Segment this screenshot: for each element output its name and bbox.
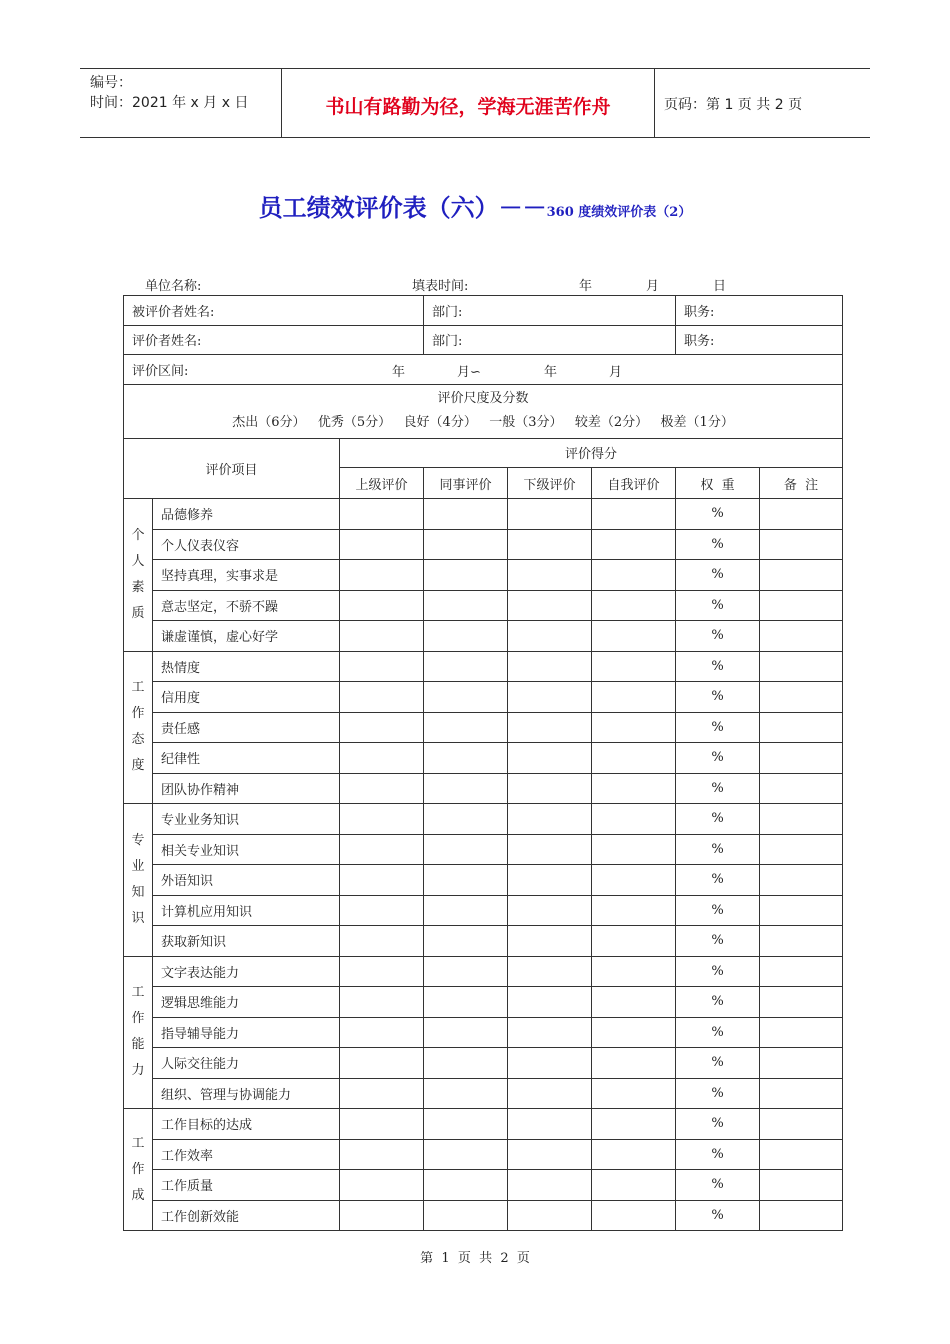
evaluator-dept-field[interactable]: 部门: xyxy=(424,325,676,355)
weight-cell[interactable]: % xyxy=(676,1017,760,1048)
weight-cell[interactable]: % xyxy=(676,499,760,530)
self-score-cell[interactable] xyxy=(592,499,676,530)
self-score-cell[interactable] xyxy=(592,590,676,621)
item-name: 工作质量 xyxy=(153,1170,340,1201)
item-name: 热情度 xyxy=(153,651,340,682)
subordinate-score-cell[interactable] xyxy=(508,712,592,743)
item-name: 意志坚定，不骄不躁 xyxy=(153,590,340,621)
weight-cell[interactable]: % xyxy=(676,865,760,896)
header-divider xyxy=(654,69,655,137)
table-row xyxy=(124,651,843,682)
subordinate-score-cell[interactable] xyxy=(508,865,592,896)
self-score-cell[interactable] xyxy=(592,895,676,926)
header-motto: 书山有路勤为径，学海无涯苦作舟 xyxy=(325,96,611,118)
superior-score-cell[interactable] xyxy=(340,1200,424,1231)
superior-score-cell[interactable] xyxy=(340,743,424,774)
table-row xyxy=(124,956,843,987)
self-score-cell[interactable] xyxy=(592,1200,676,1231)
superior-score-cell[interactable] xyxy=(340,1109,424,1140)
table-row xyxy=(124,865,843,896)
subordinate-score-cell[interactable] xyxy=(508,1078,592,1109)
self-score-cell[interactable] xyxy=(592,804,676,835)
peer-score-cell[interactable] xyxy=(424,773,508,804)
subordinate-score-cell[interactable] xyxy=(508,529,592,560)
unit-name-label: 单位名称: xyxy=(145,279,202,294)
remark-cell[interactable] xyxy=(760,651,843,682)
item-name: 组织、管理与协调能力 xyxy=(153,1078,340,1109)
table-row xyxy=(124,590,843,621)
superior-score-cell[interactable] xyxy=(340,773,424,804)
weight-cell[interactable]: % xyxy=(676,956,760,987)
self-score-cell[interactable] xyxy=(592,651,676,682)
month-label: 月 xyxy=(646,279,660,294)
remark-cell[interactable] xyxy=(760,987,843,1018)
peer-score-cell[interactable] xyxy=(424,1017,508,1048)
evaluation-table xyxy=(123,295,843,1231)
remark-cell[interactable] xyxy=(760,773,843,804)
remark-cell[interactable] xyxy=(760,499,843,530)
remark-cell[interactable] xyxy=(760,1048,843,1079)
weight-cell[interactable]: % xyxy=(676,651,760,682)
superior-score-cell[interactable] xyxy=(340,1170,424,1201)
weight-cell[interactable]: % xyxy=(676,1078,760,1109)
superior-score-cell[interactable] xyxy=(340,590,424,621)
remark-cell[interactable] xyxy=(760,560,843,591)
superior-score-cell[interactable] xyxy=(340,621,424,652)
item-name: 专业业务知识 xyxy=(153,804,340,835)
remark-cell[interactable] xyxy=(760,1200,843,1231)
superior-score-cell[interactable] xyxy=(340,499,424,530)
category-label: 工 作 态 度 xyxy=(124,651,153,804)
item-name: 指导辅导能力 xyxy=(153,1017,340,1048)
superior-score-cell[interactable] xyxy=(340,987,424,1018)
item-name: 相关专业知识 xyxy=(153,834,340,865)
evaluator-position-field[interactable]: 职务: xyxy=(676,325,843,355)
item-name: 外语知识 xyxy=(153,865,340,896)
self-score-cell[interactable] xyxy=(592,682,676,713)
time-label: 时间：2021 年 x 月 x 日 xyxy=(90,95,249,111)
subordinate-score-cell[interactable] xyxy=(508,804,592,835)
table-row xyxy=(124,1139,843,1170)
peer-score-cell[interactable] xyxy=(424,590,508,621)
table-row xyxy=(124,987,843,1018)
period-label: 评价区间: xyxy=(132,363,189,379)
superior-score-cell[interactable] xyxy=(340,1017,424,1048)
subordinate-score-cell[interactable] xyxy=(508,743,592,774)
score-header: 评价得分 xyxy=(340,438,843,468)
subordinate-score-cell[interactable] xyxy=(508,682,592,713)
superior-score-cell[interactable] xyxy=(340,834,424,865)
item-name: 个人仪表仪容 xyxy=(153,529,340,560)
table-row xyxy=(124,1078,843,1109)
peer-score-cell[interactable] xyxy=(424,865,508,896)
table-row xyxy=(124,743,843,774)
item-name: 工作目标的达成 xyxy=(153,1109,340,1140)
item-name: 团队协作精神 xyxy=(153,773,340,804)
weight-cell[interactable]: % xyxy=(676,1139,760,1170)
remark-cell[interactable] xyxy=(760,895,843,926)
item-name: 文字表达能力 xyxy=(153,956,340,987)
self-score-cell[interactable] xyxy=(592,712,676,743)
item-name: 工作创新效能 xyxy=(153,1200,340,1231)
superior-score-cell[interactable] xyxy=(340,651,424,682)
subordinate-score-cell[interactable] xyxy=(508,895,592,926)
remark-cell[interactable] xyxy=(760,804,843,835)
table-row xyxy=(124,926,843,957)
remark-cell[interactable] xyxy=(760,621,843,652)
weight-cell[interactable]: % xyxy=(676,529,760,560)
remark-cell[interactable] xyxy=(760,956,843,987)
weight-cell[interactable]: % xyxy=(676,773,760,804)
self-score-cell[interactable] xyxy=(592,1109,676,1140)
remark-cell[interactable] xyxy=(760,712,843,743)
peer-score-cell[interactable] xyxy=(424,804,508,835)
title-main: 员工绩效评价表（六）－－ xyxy=(258,194,547,222)
self-score-cell[interactable] xyxy=(592,1078,676,1109)
weight-cell[interactable]: % xyxy=(676,712,760,743)
self-score-cell[interactable] xyxy=(592,743,676,774)
table-row xyxy=(124,804,843,835)
remark-cell[interactable] xyxy=(760,1078,843,1109)
evaluator-name-field[interactable]: 评价者姓名: xyxy=(124,325,424,355)
superior-score-cell[interactable] xyxy=(340,895,424,926)
table-row xyxy=(124,1017,843,1048)
weight-cell[interactable]: % xyxy=(676,621,760,652)
superior-score-cell[interactable] xyxy=(340,1048,424,1079)
remark-header: 备 注 xyxy=(760,468,843,499)
superior-score-cell[interactable] xyxy=(340,1139,424,1170)
item-name: 谦虚谨慎，虚心好学 xyxy=(153,621,340,652)
table-row xyxy=(124,834,843,865)
self-score-cell[interactable] xyxy=(592,987,676,1018)
weight-cell[interactable]: % xyxy=(676,1109,760,1140)
peer-header: 同事评价 xyxy=(424,468,508,499)
remark-cell[interactable] xyxy=(760,1017,843,1048)
item-name: 信用度 xyxy=(153,682,340,713)
self-score-cell[interactable] xyxy=(592,621,676,652)
subordinate-score-cell[interactable] xyxy=(508,560,592,591)
subordinate-score-cell[interactable] xyxy=(508,499,592,530)
self-score-cell[interactable] xyxy=(592,560,676,591)
subordinate-header: 下级评价 xyxy=(508,468,592,499)
self-score-cell[interactable] xyxy=(592,1139,676,1170)
subordinate-score-cell[interactable] xyxy=(508,1170,592,1201)
table-row xyxy=(124,499,843,530)
peer-score-cell[interactable] xyxy=(424,1170,508,1201)
subordinate-score-cell[interactable] xyxy=(508,987,592,1018)
self-score-cell[interactable] xyxy=(592,773,676,804)
day-label: 日 xyxy=(713,279,727,294)
subordinate-score-cell[interactable] xyxy=(508,1048,592,1079)
table-row xyxy=(124,529,843,560)
superior-header: 上级评价 xyxy=(340,468,424,499)
item-name: 坚持真理，实事求是 xyxy=(153,560,340,591)
weight-cell[interactable]: % xyxy=(676,804,760,835)
remark-cell[interactable] xyxy=(760,865,843,896)
weight-cell[interactable]: % xyxy=(676,1170,760,1201)
number-label: 编号： xyxy=(90,75,132,91)
weight-cell[interactable]: % xyxy=(676,743,760,774)
weight-cell[interactable]: % xyxy=(676,590,760,621)
self-score-cell[interactable] xyxy=(592,956,676,987)
self-score-cell[interactable] xyxy=(592,1170,676,1201)
peer-score-cell[interactable] xyxy=(424,926,508,957)
year-label: 年 xyxy=(579,279,593,294)
category-label: 工 作 成 xyxy=(124,1109,153,1231)
self-score-cell[interactable] xyxy=(592,834,676,865)
peer-score-cell[interactable] xyxy=(424,834,508,865)
superior-score-cell[interactable] xyxy=(340,804,424,835)
peer-score-cell[interactable] xyxy=(424,895,508,926)
self-score-cell[interactable] xyxy=(592,926,676,957)
weight-header: 权 重 xyxy=(676,468,760,499)
table-row xyxy=(124,773,843,804)
peer-score-cell[interactable] xyxy=(424,560,508,591)
remark-cell[interactable] xyxy=(760,590,843,621)
remark-cell[interactable] xyxy=(760,529,843,560)
table-row xyxy=(124,1048,843,1079)
weight-cell[interactable]: % xyxy=(676,682,760,713)
peer-score-cell[interactable] xyxy=(424,1200,508,1231)
period-month-1: 月∽ xyxy=(457,365,481,380)
self-score-cell[interactable] xyxy=(592,1048,676,1079)
peer-score-cell[interactable] xyxy=(424,1078,508,1109)
table-row xyxy=(124,560,843,591)
category-label: 个 人 素 质 xyxy=(124,499,153,652)
scale-cell xyxy=(124,384,843,438)
period-year-2: 年 xyxy=(544,365,558,380)
superior-score-cell[interactable] xyxy=(340,712,424,743)
remark-cell[interactable] xyxy=(760,1170,843,1201)
evaluatee-dept-field[interactable]: 部门: xyxy=(424,296,676,326)
table-row xyxy=(124,1170,843,1201)
remark-cell[interactable] xyxy=(760,682,843,713)
self-score-cell[interactable] xyxy=(592,1017,676,1048)
peer-score-cell[interactable] xyxy=(424,499,508,530)
table-row xyxy=(124,1109,843,1140)
superior-score-cell[interactable] xyxy=(340,682,424,713)
page-header xyxy=(80,68,870,138)
document-title xyxy=(0,188,950,223)
subordinate-score-cell[interactable] xyxy=(508,834,592,865)
scale-heading: 评价尺度及分数 xyxy=(437,391,529,406)
item-name: 责任感 xyxy=(153,712,340,743)
subordinate-score-cell[interactable] xyxy=(508,1200,592,1231)
remark-cell[interactable] xyxy=(760,1109,843,1140)
header-left xyxy=(90,73,248,113)
period-year-1: 年 xyxy=(392,365,406,380)
page-footer: 第 1 页 共 2 页 xyxy=(420,1251,530,1266)
subordinate-score-cell[interactable] xyxy=(508,1109,592,1140)
peer-score-cell[interactable] xyxy=(424,1109,508,1140)
subordinate-score-cell[interactable] xyxy=(508,956,592,987)
subordinate-score-cell[interactable] xyxy=(508,590,592,621)
weight-cell[interactable]: % xyxy=(676,834,760,865)
category-label: 工 作 能 力 xyxy=(124,956,153,1109)
peer-score-cell[interactable] xyxy=(424,987,508,1018)
item-name: 逻辑思维能力 xyxy=(153,987,340,1018)
remark-cell[interactable] xyxy=(760,743,843,774)
table-row xyxy=(124,682,843,713)
table-row xyxy=(124,1200,843,1231)
remark-cell[interactable] xyxy=(760,926,843,957)
peer-score-cell[interactable] xyxy=(424,743,508,774)
superior-score-cell[interactable] xyxy=(340,529,424,560)
subordinate-score-cell[interactable] xyxy=(508,1139,592,1170)
peer-score-cell[interactable] xyxy=(424,1048,508,1079)
scale-levels: 杰出（6分） 优秀（5分） 良好（4分） 一般（3分） 较差（2分） 极差（1分） xyxy=(232,415,734,430)
item-name: 纪律性 xyxy=(153,743,340,774)
weight-cell[interactable]: % xyxy=(676,895,760,926)
superior-score-cell[interactable] xyxy=(340,956,424,987)
remark-cell[interactable] xyxy=(760,1139,843,1170)
self-score-cell[interactable] xyxy=(592,529,676,560)
item-name: 工作效率 xyxy=(153,1139,340,1170)
superior-score-cell[interactable] xyxy=(340,560,424,591)
period-month-2: 月 xyxy=(609,365,623,380)
weight-cell[interactable]: % xyxy=(676,926,760,957)
item-name: 计算机应用知识 xyxy=(153,895,340,926)
evaluatee-position-field[interactable]: 职务: xyxy=(676,296,843,326)
subordinate-score-cell[interactable] xyxy=(508,1017,592,1048)
peer-score-cell[interactable] xyxy=(424,712,508,743)
peer-score-cell[interactable] xyxy=(424,651,508,682)
item-name: 品德修养 xyxy=(153,499,340,530)
item-name: 获取新知识 xyxy=(153,926,340,957)
peer-score-cell[interactable] xyxy=(424,956,508,987)
subordinate-score-cell[interactable] xyxy=(508,773,592,804)
subordinate-score-cell[interactable] xyxy=(508,651,592,682)
self-score-cell[interactable] xyxy=(592,865,676,896)
weight-cell[interactable]: % xyxy=(676,987,760,1018)
header-page-label: 页码：第 1 页 共 2 页 xyxy=(664,97,803,113)
category-label: 专 业 知 识 xyxy=(124,804,153,957)
weight-cell[interactable]: % xyxy=(676,1048,760,1079)
subordinate-score-cell[interactable] xyxy=(508,621,592,652)
remark-cell[interactable] xyxy=(760,834,843,865)
evaluation-period-field[interactable] xyxy=(124,355,843,385)
peer-score-cell[interactable] xyxy=(424,1139,508,1170)
item-header: 评价项目 xyxy=(124,438,340,499)
table-row xyxy=(124,712,843,743)
superior-score-cell[interactable] xyxy=(340,1078,424,1109)
peer-score-cell[interactable] xyxy=(424,621,508,652)
item-name: 人际交往能力 xyxy=(153,1048,340,1079)
table-row xyxy=(124,895,843,926)
peer-score-cell[interactable] xyxy=(424,682,508,713)
table-row xyxy=(124,621,843,652)
subordinate-score-cell[interactable] xyxy=(508,926,592,957)
weight-cell[interactable]: % xyxy=(676,560,760,591)
fill-time-label: 填表时间: xyxy=(412,279,469,294)
superior-score-cell[interactable] xyxy=(340,926,424,957)
evaluatee-name-field[interactable]: 被评价者姓名: xyxy=(124,296,424,326)
self-header: 自我评价 xyxy=(592,468,676,499)
title-sub: 360 度绩效评价表（2） xyxy=(546,205,692,220)
peer-score-cell[interactable] xyxy=(424,529,508,560)
weight-cell[interactable]: % xyxy=(676,1200,760,1231)
superior-score-cell[interactable] xyxy=(340,865,424,896)
